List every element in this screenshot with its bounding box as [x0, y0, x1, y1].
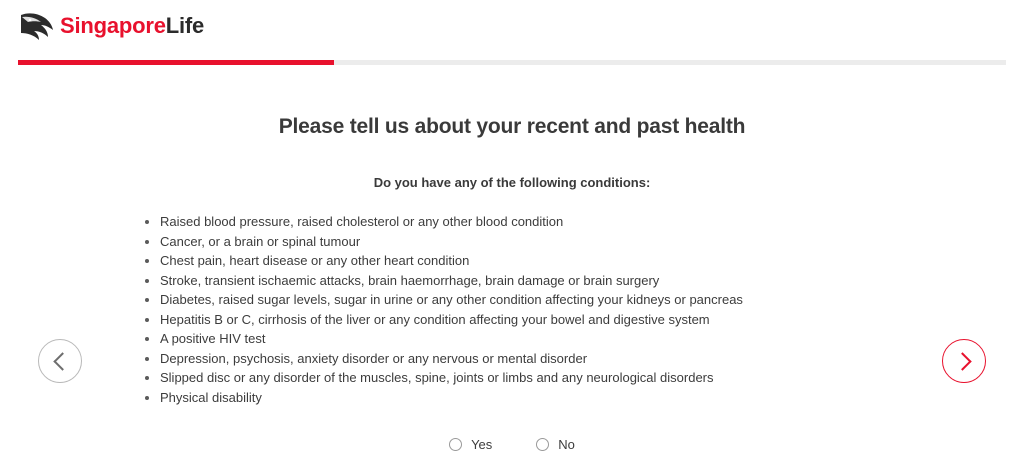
progress-bar	[18, 60, 1006, 65]
condition-list-item: Physical disability	[142, 388, 882, 408]
condition-list-item: Chest pain, heart disease or any other heart condition	[142, 251, 882, 271]
radio-circle-icon[interactable]	[536, 438, 549, 451]
question-subtitle: Do you have any of the following conditions:	[373, 175, 651, 190]
chevron-right-icon	[953, 352, 971, 370]
radio-circle-icon[interactable]	[449, 438, 462, 451]
brand-name-primary: Singapore	[60, 13, 166, 38]
condition-list-item: A positive HIV test	[142, 329, 882, 349]
conditions-list	[142, 212, 882, 407]
radio-option-yes[interactable]	[449, 437, 492, 452]
radio-option-label: Yes	[471, 437, 493, 452]
condition-list-item: Cancer, or a brain or spinal tumour	[142, 232, 882, 252]
chevron-left-icon	[53, 352, 71, 370]
condition-list-item: Diabetes, raised sugar levels, sugar in urine or any other condition affecting your kidneys or pancreas	[142, 290, 882, 310]
progress-bar-fill	[18, 60, 334, 65]
lion-head-icon	[18, 11, 56, 41]
previous-button[interactable]	[38, 339, 82, 383]
condition-list-item: Slipped disc or any disorder of the muscles, spine, joints or limbs and any neurological disorders	[142, 368, 882, 388]
answer-radio-group[interactable]	[0, 437, 1024, 452]
main-content	[0, 95, 1024, 452]
condition-list-item: Hepatitis B or C, cirrhosis of the liver or any condition affecting your bowel and digestive system	[142, 310, 882, 330]
brand-logo[interactable]	[18, 11, 204, 41]
condition-list-item: Raised blood pressure, raised cholesterol or any other blood condition	[142, 212, 882, 232]
next-button[interactable]	[942, 339, 986, 383]
radio-option-label: No	[558, 437, 575, 452]
page-title: Please tell us about your recent and past health	[278, 115, 746, 138]
brand-name-secondary: Life	[165, 13, 205, 38]
brand-name	[60, 15, 204, 37]
condition-list-item: Stroke, transient ischaemic attacks, brain haemorrhage, brain damage or brain surgery	[142, 271, 882, 291]
condition-list-item: Depression, psychosis, anxiety disorder or any nervous or mental disorder	[142, 349, 882, 369]
page-header	[0, 0, 1024, 52]
radio-option-no[interactable]	[536, 437, 575, 452]
